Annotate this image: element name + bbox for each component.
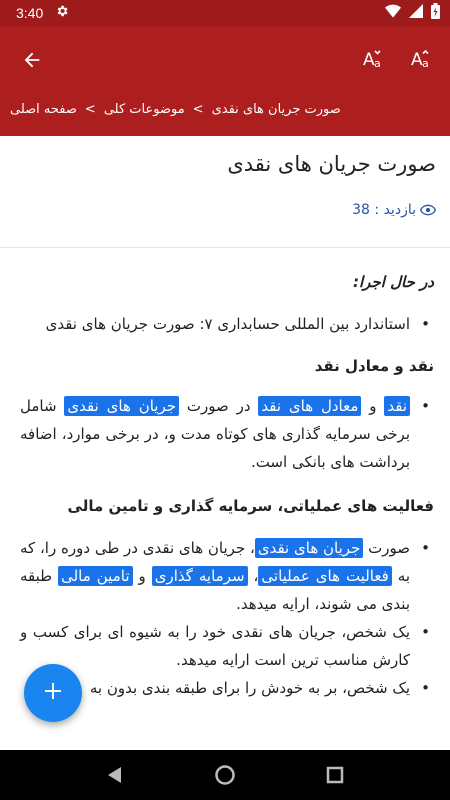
breadcrumb-separator: > [192,102,204,117]
text-span: در صورت [179,397,259,415]
list-item: • یک شخص، جریان های نقدی خود را به شیوه ای برای کسب و کارش مناسب ترین است ارایه میدهد. [20,618,434,674]
home-circle-icon[interactable] [205,755,245,795]
list-activities [20,534,434,702]
eye-icon [420,204,436,216]
text-span: ، جریان های نقدی در طی دوره را، که به [20,539,410,585]
article-header [0,136,450,248]
font-decrease-icon[interactable] [354,40,394,76]
breadcrumb [10,102,440,117]
text-span: و [132,567,152,585]
list-item [20,534,434,618]
system-nav-bar [0,750,450,800]
text-span: طبقه بندی می شوند، ارایه میدهد. [20,567,410,613]
text-span: ، [247,567,259,585]
highlight-link[interactable]: معادل های نقد [258,396,361,416]
highlight-link[interactable]: تامین مالی [58,566,132,586]
gear-icon [55,4,69,22]
list-item: • یک شخص، بر به خودش را برای طبقه بندی بدون به [20,674,434,702]
status-time: 3:40 [16,5,44,21]
views-count [352,202,436,218]
text-span: و [361,397,385,415]
list-cash [20,392,434,476]
breadcrumb-topics[interactable]: موضوعات کلی [103,102,185,117]
battery-icon [431,3,440,23]
breadcrumb-separator: > [84,102,96,117]
svg-text:A: A [411,50,423,70]
svg-text:A: A [363,50,375,70]
views-label: بازدید : 38 [352,202,416,218]
plus-icon [44,682,62,704]
app-bar [0,26,450,136]
highlight-link[interactable]: سرمایه گذاری [152,566,248,586]
back-arrow-icon[interactable] [14,42,50,78]
font-increase-icon[interactable] [402,40,442,76]
signal-icon [409,4,423,22]
highlight-link[interactable]: جریان های نقدی [64,396,179,416]
status-bar [0,0,450,26]
wifi-icon [385,4,401,22]
highlight-link[interactable]: نقد [384,396,410,416]
svg-text:a: a [374,57,381,70]
breadcrumb-current[interactable]: صورت جریان های نقدی [211,102,341,117]
text-span: صورت [363,539,410,557]
text-span: شامل برخی سرمایه گذاری های کوتاه مدت و، در برخی موارد، اضافه برداشت های بانکی است. [20,397,410,471]
page-title: صورت جریان های نقدی [227,152,436,176]
section-heading-cash: نقد و معادل نقد [314,357,434,375]
recents-square-icon[interactable] [315,755,355,795]
section-heading-activities: فعالیت های عملیاتی، سرمایه گذاری و تامین مالی [67,497,434,515]
list-item [20,392,434,476]
back-triangle-icon[interactable] [95,755,135,795]
svg-text:a: a [422,57,429,70]
highlight-link[interactable]: فعالیت های عملیاتی [258,566,391,586]
add-fab-button[interactable] [24,664,82,722]
list-running [20,310,434,338]
breadcrumb-home[interactable]: صفحه اصلی [10,102,77,117]
list-item: • استاندارد بین المللی حسابداری ۷: صورت جریان های نقدی [20,310,434,338]
section-heading-running: در حال اجرا: [353,273,434,291]
highlight-link[interactable]: جریان های نقدی [255,538,363,558]
